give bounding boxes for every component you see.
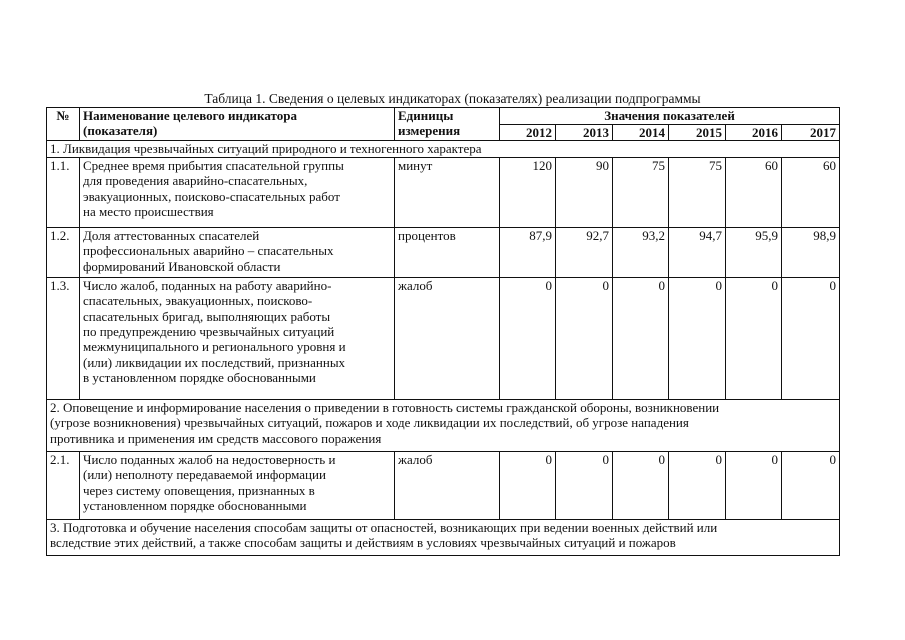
value-cell: 0: [726, 451, 782, 519]
header-year: 2016: [726, 125, 782, 141]
section-row: [47, 141, 840, 157]
section-title-line: противника и применения им средств массового поражения: [50, 430, 382, 446]
value-cell: 92,7: [556, 227, 613, 277]
header-name-line1: Наименование целевого индикатора: [83, 108, 297, 123]
indicator-line: формирований Ивановской области: [83, 258, 281, 274]
row-number: 1.3.: [47, 277, 80, 399]
indicator-line: для проведения аварийно-спасательных,: [83, 173, 308, 189]
section-title-line: (угрозе возникновения) чрезвычайных ситуаций, пожаров и ходе ликвидации их последствий, об угрозе нападения: [50, 415, 689, 431]
value-cell: 0: [613, 451, 669, 519]
row-number: 2.1.: [47, 451, 80, 519]
section-title: 1. Ликвидация чрезвычайных ситуаций природного и техногенного характера: [47, 141, 840, 157]
value-cell: 60: [726, 157, 782, 227]
indicator-name: [80, 277, 395, 399]
section-title-line: вследствие этих действий, а также способам защиты и действиям в условиях чрезвычайных ситуаций и пожаров: [50, 535, 676, 551]
value-cell: 0: [500, 451, 556, 519]
indicator-line: Число поданных жалоб на недостоверность и: [83, 451, 336, 467]
unit-cell: жалоб: [395, 277, 500, 399]
section-title: [47, 519, 840, 555]
value-cell: 0: [500, 277, 556, 399]
value-cell: 0: [669, 277, 726, 399]
value-cell: 0: [556, 451, 613, 519]
value-cell: 90: [556, 157, 613, 227]
value-cell: 60: [782, 157, 840, 227]
indicator-line: установленном порядке обоснованными: [83, 498, 307, 514]
indicator-line: эвакуационных, поисково-спасательных работ: [83, 188, 340, 204]
header-year: 2012: [500, 125, 556, 141]
value-cell: 75: [613, 157, 669, 227]
indicator-line: Доля аттестованных спасателей: [83, 227, 260, 243]
indicator-line: на место происшествия: [83, 204, 214, 220]
table-caption: Таблица 1. Сведения о целевых индикаторах (показателях) реализации подпрограммы: [204, 91, 701, 106]
table-row: [47, 227, 840, 277]
indicator-name: [80, 451, 395, 519]
indicator-line: Среднее время прибытия спасательной группы: [83, 157, 344, 173]
value-cell: 75: [669, 157, 726, 227]
header-year: 2013: [556, 125, 613, 141]
row-number: 1.1.: [47, 157, 80, 227]
table-row: [47, 451, 840, 519]
unit-cell: процентов: [395, 227, 500, 277]
header-name: [80, 108, 395, 141]
header-year: 2017: [782, 125, 840, 141]
header-num: №: [47, 108, 80, 141]
indicator-line: (или) неполноту передаваемой информации: [83, 467, 326, 483]
indicator-line: профессиональных аварийно – спасательных: [83, 243, 334, 259]
value-cell: 120: [500, 157, 556, 227]
value-cell: 0: [556, 277, 613, 399]
value-cell: 0: [782, 451, 840, 519]
indicator-name: [80, 157, 395, 227]
indicators-table: [46, 107, 840, 556]
indicator-line: (или) ликвидации их последствий, признанных: [83, 354, 346, 370]
section-title-line: 3. Подготовка и обучение населения способам защиты от опасностей, возникающих при ведении военных действий или: [50, 519, 718, 535]
section-row: [47, 519, 840, 555]
value-cell: 98,9: [782, 227, 840, 277]
value-cell: 0: [669, 451, 726, 519]
unit-cell: минут: [395, 157, 500, 227]
indicator-line: через систему оповещения, признанных в: [83, 482, 315, 498]
header-unit: [395, 108, 500, 141]
indicator-line: спасательных, эвакуационных, поисково-: [83, 293, 313, 309]
indicator-line: по предупреждению чрезвычайных ситуаций: [83, 324, 335, 340]
header-year: 2014: [613, 125, 669, 141]
value-cell: 0: [613, 277, 669, 399]
indicator-line: в установленном порядке обоснованными: [83, 370, 316, 386]
value-cell: 87,9: [500, 227, 556, 277]
indicator-name: [80, 227, 395, 277]
table-row: [47, 157, 840, 227]
section-title-line: 2. Оповещение и информирование населения о приведении в готовность системы гражданской обороны, возникновении: [50, 399, 720, 415]
table-row: [47, 277, 840, 399]
header-unit-line2: измерения: [398, 123, 461, 139]
header-year: 2015: [669, 125, 726, 141]
header-values-title: Значения показателей: [500, 108, 840, 125]
row-number: 1.2.: [47, 227, 80, 277]
value-cell: 0: [782, 277, 840, 399]
header-row-1: [47, 108, 840, 125]
indicator-line: спасательных бригад, выполняющих работы: [83, 308, 331, 324]
indicator-line: межмуниципального и регионального уровня и: [83, 339, 346, 355]
unit-cell: жалоб: [395, 451, 500, 519]
indicator-line: Число жалоб, поданных на работу аварийно-: [83, 277, 332, 293]
value-cell: 0: [726, 277, 782, 399]
value-cell: 95,9: [726, 227, 782, 277]
section-row: [47, 399, 840, 451]
header-unit-line1: Единицы: [398, 108, 454, 123]
value-cell: 94,7: [669, 227, 726, 277]
value-cell: 93,2: [613, 227, 669, 277]
section-title: [47, 399, 840, 451]
header-name-line2: (показателя): [83, 123, 158, 139]
